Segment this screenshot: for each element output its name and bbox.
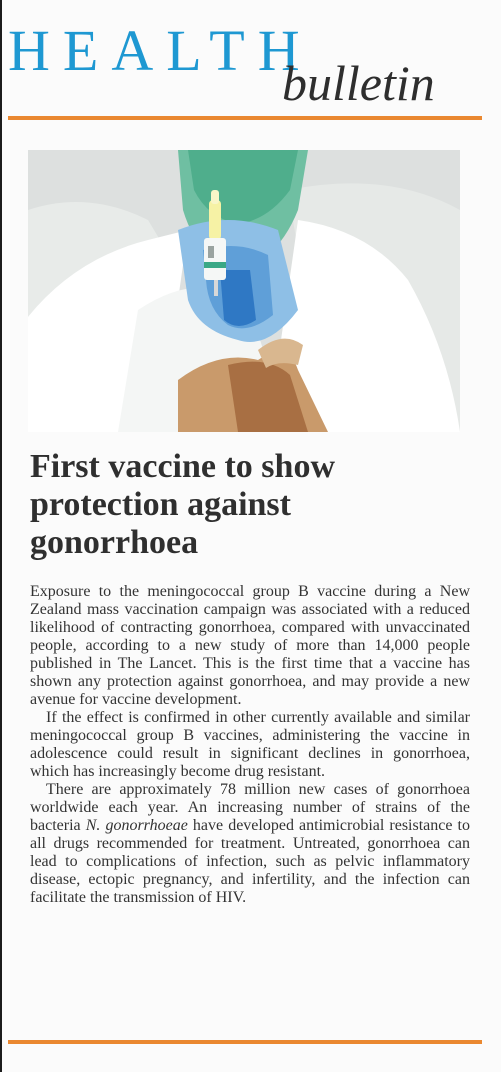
headline-line: protection against [30,486,291,523]
headline-line: gonorrhoea [30,524,199,561]
paragraph-text: There are approximately 78 million new cases of gonorrhoea worldwide each year. An increasing number of strains of the bacteria [30,781,470,834]
article-paragraph [30,781,470,907]
masthead [0,0,501,125]
article-paragraph: Exposure to the meningococcal group B vaccine during a New Zealand mass vaccination campaign was associated with a reduced likelihood of contracting gonorrhoea, compared with unvaccinated people, according to a new study of more than 14,000 people published in The Lancet. This is the first time that a vaccine has shown any protection against gonorrhoea, and may provide a new avenue for vaccine development. [30,583,470,708]
page-left-border [0,0,2,1072]
vaccine-syringe-illustration [28,150,460,432]
paragraph-text: have developed antimicrobial resistance to all drugs recommended for treatment. Untreated, gonorrhoea can lead to complications of infection, such as pelvic inflammatory disease, ectopic pregnancy, and infertility, and the infection can facilitate the transmission of HIV. [30,817,470,906]
top-divider [8,116,482,120]
article-headline [30,448,470,562]
species-name: N. gonorrhoeae [85,817,188,834]
masthead-health: HEALTH [8,18,313,83]
headline-line: First vaccine to show [30,448,336,485]
bottom-divider [8,1040,482,1044]
masthead-bulletin: bulletin [282,55,435,111]
hero-illustration [28,150,460,432]
article-paragraph: If the effect is confirmed in other currently available and similar meningococcal group B vaccines, administering the vaccine in adolescence could result in significant declines in gonorrhoea, which has increasingly become drug resistant. [30,709,470,780]
article-body [30,583,470,907]
